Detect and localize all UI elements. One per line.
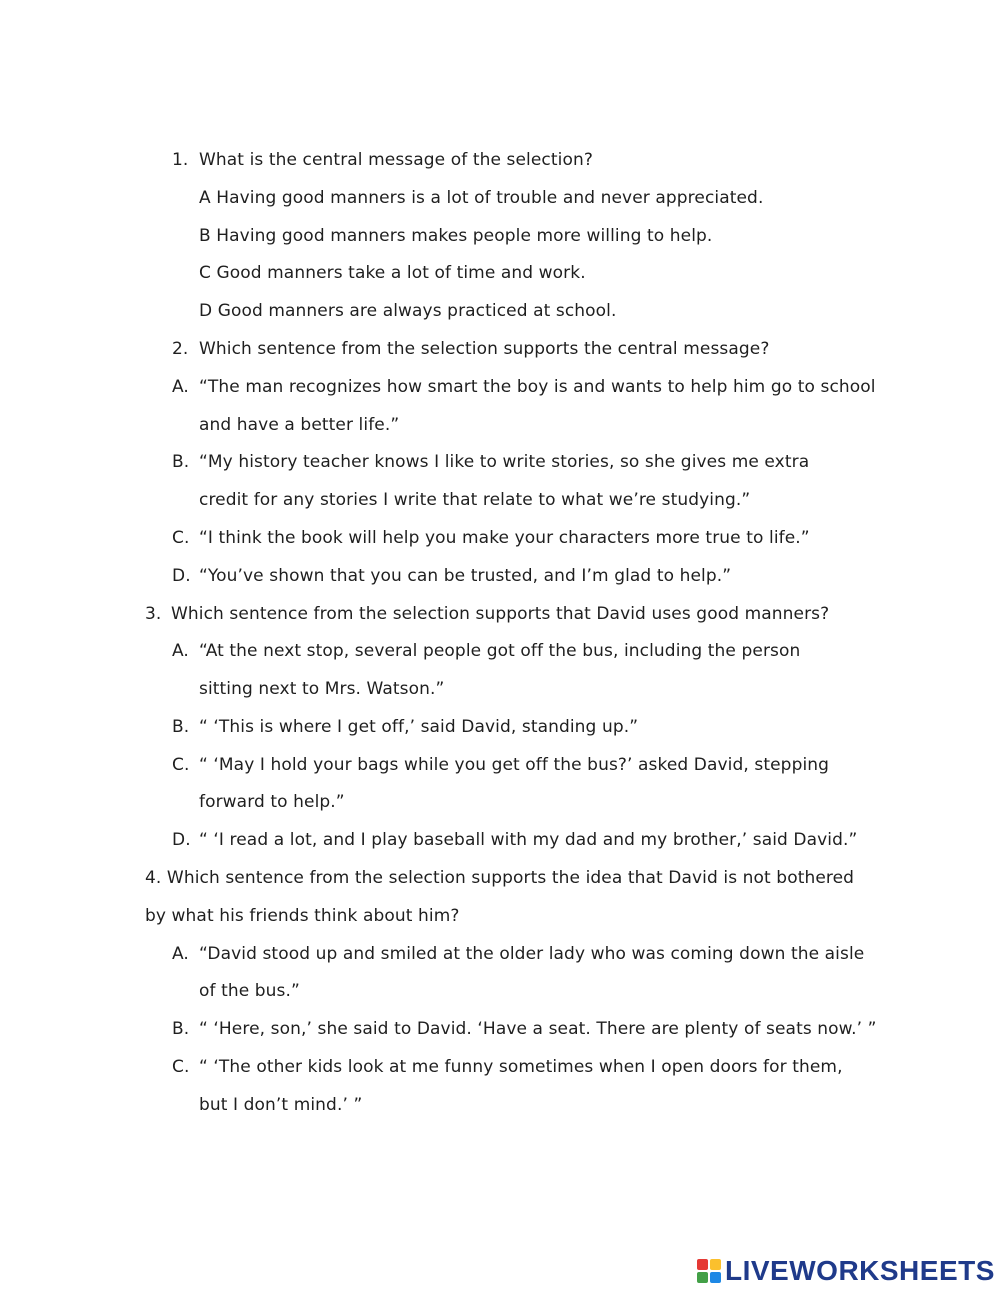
logo-blocks-icon xyxy=(697,1259,721,1283)
q4-option-a-line2: of the bus.” xyxy=(199,981,300,1001)
q2-option-b-letter: B. xyxy=(172,452,190,472)
q2-number: 2. xyxy=(172,339,189,359)
q1-number: 1. xyxy=(172,150,189,170)
q3-option-a-line1: “At the next stop, several people got off the bus, including the person xyxy=(199,641,801,661)
q3-option-c-letter: C. xyxy=(172,755,190,775)
logo-block xyxy=(697,1272,708,1283)
q2-text: Which sentence from the selection supports the central message? xyxy=(199,339,770,359)
q3-option-b-line1: “ ‘This is where I get off,’ said David, standing up.” xyxy=(199,717,639,737)
q4-option-c-letter: C. xyxy=(172,1057,190,1077)
q4-option-b-line1: “ ‘Here, son,’ she said to David. ‘Have a seat. There are plenty of seats now.’ ” xyxy=(199,1019,877,1039)
q3-option-d-letter: D. xyxy=(172,830,191,850)
q4-option-b-letter: B. xyxy=(172,1019,190,1039)
liveworksheets-logo xyxy=(697,1256,995,1286)
q4-option-a-line1: “David stood up and smiled at the older lady who was coming down the aisle xyxy=(199,944,865,964)
q2-option-d-letter: D. xyxy=(172,566,191,586)
q1-option-c: C Good manners take a lot of time and work. xyxy=(199,263,586,283)
q1-text: What is the central message of the selection? xyxy=(199,150,593,170)
q2-option-a-line1: “The man recognizes how smart the boy is and wants to help him go to school xyxy=(199,377,876,397)
q2-option-b-line1: “My history teacher knows I like to write stories, so she gives me extra xyxy=(199,452,810,472)
q3-option-b-letter: B. xyxy=(172,717,190,737)
q3-option-d-line1: “ ‘I read a lot, and I play baseball with my dad and my brother,’ said David.” xyxy=(199,830,858,850)
q4-option-c-line1: “ ‘The other kids look at me funny sometimes when I open doors for them, xyxy=(199,1057,843,1077)
q1-option-d: D Good manners are always practiced at school. xyxy=(199,301,617,321)
q3-number: 3. xyxy=(145,604,162,624)
logo-text: LIVEWORKSHEETS xyxy=(725,1255,995,1286)
q3-text: Which sentence from the selection supports that David uses good manners? xyxy=(171,604,830,624)
q3-option-c-line2: forward to help.” xyxy=(199,792,345,812)
q2-option-a-letter: A. xyxy=(172,377,189,397)
q2-option-c-line1: “I think the book will help you make your characters more true to life.” xyxy=(199,528,810,548)
q1-option-b: B Having good manners makes people more willing to help. xyxy=(199,226,713,246)
q4-option-a-letter: A. xyxy=(172,944,189,964)
q2-option-c-letter: C. xyxy=(172,528,190,548)
q4-option-c-line2: but I don’t mind.’ ” xyxy=(199,1095,363,1115)
q3-option-a-line2: sitting next to Mrs. Watson.” xyxy=(199,679,445,699)
q3-option-c-line1: “ ‘May I hold your bags while you get off the bus?’ asked David, stepping xyxy=(199,755,830,775)
q3-option-a-letter: A. xyxy=(172,641,189,661)
logo-block xyxy=(710,1259,721,1270)
q2-option-d-line1: “You’ve shown that you can be trusted, and I’m glad to help.” xyxy=(199,566,732,586)
q1-option-a: A Having good manners is a lot of trouble and never appreciated. xyxy=(199,188,764,208)
q2-option-a-line2: and have a better life.” xyxy=(199,415,400,435)
q4-text-line1: 4. Which sentence from the selection supports the idea that David is not bothered xyxy=(145,868,855,888)
logo-block xyxy=(710,1272,721,1283)
q4-text-line2: by what his friends think about him? xyxy=(145,906,460,926)
logo-block xyxy=(697,1259,708,1270)
q2-option-b-line2: credit for any stories I write that relate to what we’re studying.” xyxy=(199,490,751,510)
